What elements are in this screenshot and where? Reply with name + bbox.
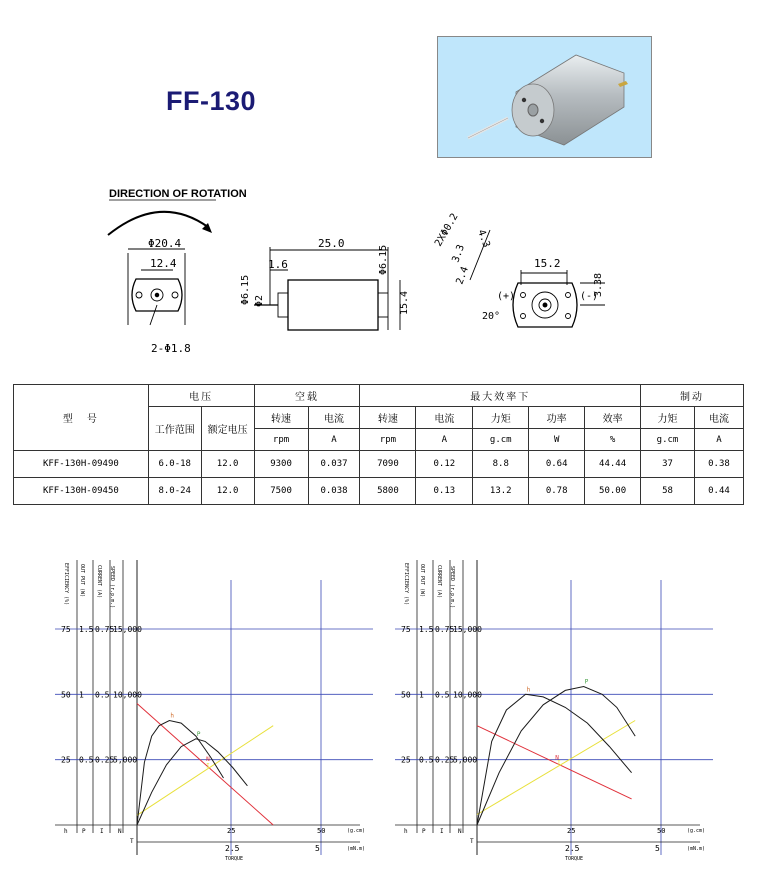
torque-mnm-tick-label: 2.5	[565, 844, 580, 853]
torque-gcm-unit: (g.cm)	[687, 828, 706, 834]
series-label-N: N	[555, 754, 559, 762]
axis-letter: N	[458, 828, 462, 835]
torque-mnm-tick-label: 5	[655, 844, 660, 853]
rotation-direction-label: DIRECTION OF ROTATION	[109, 188, 247, 200]
svg-text:2XΦ0.2: 2XΦ0.2	[433, 211, 461, 249]
svg-text:20°: 20°	[482, 311, 501, 322]
axis-header: EFFICIENCY (%)	[63, 563, 69, 606]
axis-letter: P	[82, 828, 86, 835]
efficiency-tick-label: 25	[61, 755, 71, 765]
current-tick-label: 0.5	[435, 690, 450, 700]
torque-mnm-tick-label: 2.5	[225, 844, 240, 853]
axis-letter: h	[64, 828, 68, 835]
efficiency-tick-label: 75	[61, 625, 71, 634]
max-efficiency-header: 最大效率下	[360, 385, 641, 407]
table-row: KFF-130H-09490 6.0-18 12.0 9300 0.037 7090 0.12 8.8 0.64 44.44 37 0.38	[14, 451, 744, 478]
svg-text:2-Φ1.8: 2-Φ1.8	[151, 342, 191, 355]
axis-letter: T	[130, 838, 134, 845]
speed-tick-label: 15,000	[453, 625, 482, 634]
performance-chart-09490	[55, 555, 375, 865]
torque-mnm-unit: (mN.m)	[347, 846, 366, 852]
power-tick-label: 1	[79, 690, 84, 700]
x-axis-label: TORQUE	[565, 856, 584, 862]
current-tick-label: 0.75	[95, 625, 115, 634]
series-line-I	[137, 726, 273, 816]
motor-photo	[437, 36, 652, 158]
current-tick-label: 0.25	[435, 755, 455, 765]
svg-text:1.6: 1.6	[268, 258, 288, 271]
svg-text:3.38: 3.38	[593, 272, 604, 297]
torque-gcm-tick-label: 50	[317, 827, 326, 835]
axis-letter: N	[118, 828, 122, 835]
efficiency-tick-label: 50	[401, 690, 411, 700]
axis-header: OUT PUT (W)	[419, 564, 425, 598]
series-label-I: I	[557, 759, 561, 767]
axis-header: CURRENT (A)	[436, 565, 442, 599]
svg-text:(-): (-)	[580, 291, 599, 302]
axis-header: SPEED (r.p.m.)	[449, 566, 455, 609]
svg-text:2.4: 2.4	[454, 265, 471, 287]
svg-text:Φ6.15: Φ6.15	[240, 274, 251, 305]
current-tick-label: 0.75	[435, 625, 455, 634]
axis-letter: T	[470, 838, 474, 845]
stall-header: 制动	[641, 385, 744, 407]
axis-letter: I	[440, 828, 444, 835]
torque-gcm-tick-label: 50	[657, 827, 666, 835]
svg-text:3.3: 3.3	[450, 243, 467, 265]
rotation-arrow-icon	[108, 212, 208, 235]
power-tick-label: 0.5	[419, 755, 434, 765]
series-label-h: h	[170, 712, 175, 720]
svg-text:25.0: 25.0	[318, 237, 345, 250]
voltage-header: 电压	[148, 385, 254, 407]
series-label-P: P	[584, 678, 589, 686]
axis-header: CURRENT (A)	[96, 565, 102, 599]
torque-mnm-unit: (mN.m)	[687, 846, 706, 852]
power-tick-label: 1	[419, 690, 424, 700]
performance-chart-09450	[395, 555, 715, 865]
svg-text:(+): (+)	[497, 291, 516, 302]
power-tick-label: 1.5	[79, 625, 94, 634]
axis-header: OUT PUT (W)	[79, 564, 85, 598]
spec-table: 型 号 电压 空载 最大效率下 制动 工作范围 额定电压 转速 电流 转速 电流 力矩 功率 效率 力矩 电流 rpm A rpm A g.cm W % g.cm A KFF-130H-09490 6.0-18 12.0 9300 0.037 7090 0.12 8.8 0.64 44.44 37 0.38 KFF-130H-09450 8.0-24 12.0 7500 0.038 5800 0.13 13.2 0.78 50.00 58 0.44	[13, 384, 744, 505]
series-label-N: N	[206, 756, 210, 764]
torque-gcm-unit: (g.cm)	[347, 828, 366, 834]
svg-text:15.2: 15.2	[534, 257, 561, 270]
series-label-I: I	[206, 762, 210, 770]
speed-tick-label: 5,000	[113, 755, 138, 765]
motor-illustration	[438, 37, 651, 157]
series-label-h: h	[526, 686, 531, 694]
speed-tick-label: 5,000	[453, 755, 478, 765]
axis-letter: I	[100, 828, 104, 835]
current-tick-label: 0.25	[95, 755, 115, 765]
svg-text:Φ6.15: Φ6.15	[378, 244, 389, 275]
power-tick-label: 1.5	[419, 625, 434, 634]
current-tick-label: 0.5	[95, 690, 110, 700]
x-axis-label: TORQUE	[225, 856, 244, 862]
torque-gcm-tick-label: 25	[567, 827, 576, 835]
torque-mnm-tick-label: 5	[315, 844, 320, 853]
model-header: 型 号	[14, 385, 149, 451]
series-line-h	[137, 721, 224, 826]
torque-gcm-tick-label: 25	[227, 827, 236, 835]
axis-letter: h	[404, 828, 408, 835]
power-tick-label: 0.5	[79, 755, 94, 765]
series-label-P: P	[196, 730, 201, 738]
axis-header: SPEED (r.p.m.)	[109, 566, 115, 609]
series-line-I	[477, 721, 635, 815]
svg-text:Φ20.4: Φ20.4	[148, 237, 182, 250]
svg-text:12.4: 12.4	[150, 257, 177, 270]
speed-tick-label: 10,000	[453, 690, 482, 700]
efficiency-tick-label: 25	[401, 755, 411, 765]
svg-text:15.4: 15.4	[399, 290, 410, 315]
speed-tick-label: 10,000	[113, 690, 142, 700]
axis-header: EFFICIENCY (%)	[403, 563, 409, 606]
efficiency-tick-label: 50	[61, 690, 71, 700]
table-row: KFF-130H-09450 8.0-24 12.0 7500 0.038 5800 0.13 13.2 0.78 50.00 58 0.44	[14, 478, 744, 505]
no-load-header: 空载	[254, 385, 360, 407]
speed-tick-label: 15,000	[113, 625, 142, 634]
dimension-drawings	[0, 175, 757, 375]
svg-text:Φ2: Φ2	[254, 294, 265, 307]
svg-text:4.3: 4.3	[475, 228, 492, 249]
axis-letter: P	[422, 828, 426, 835]
product-title: FF-130	[166, 86, 257, 116]
efficiency-tick-label: 75	[401, 625, 411, 634]
